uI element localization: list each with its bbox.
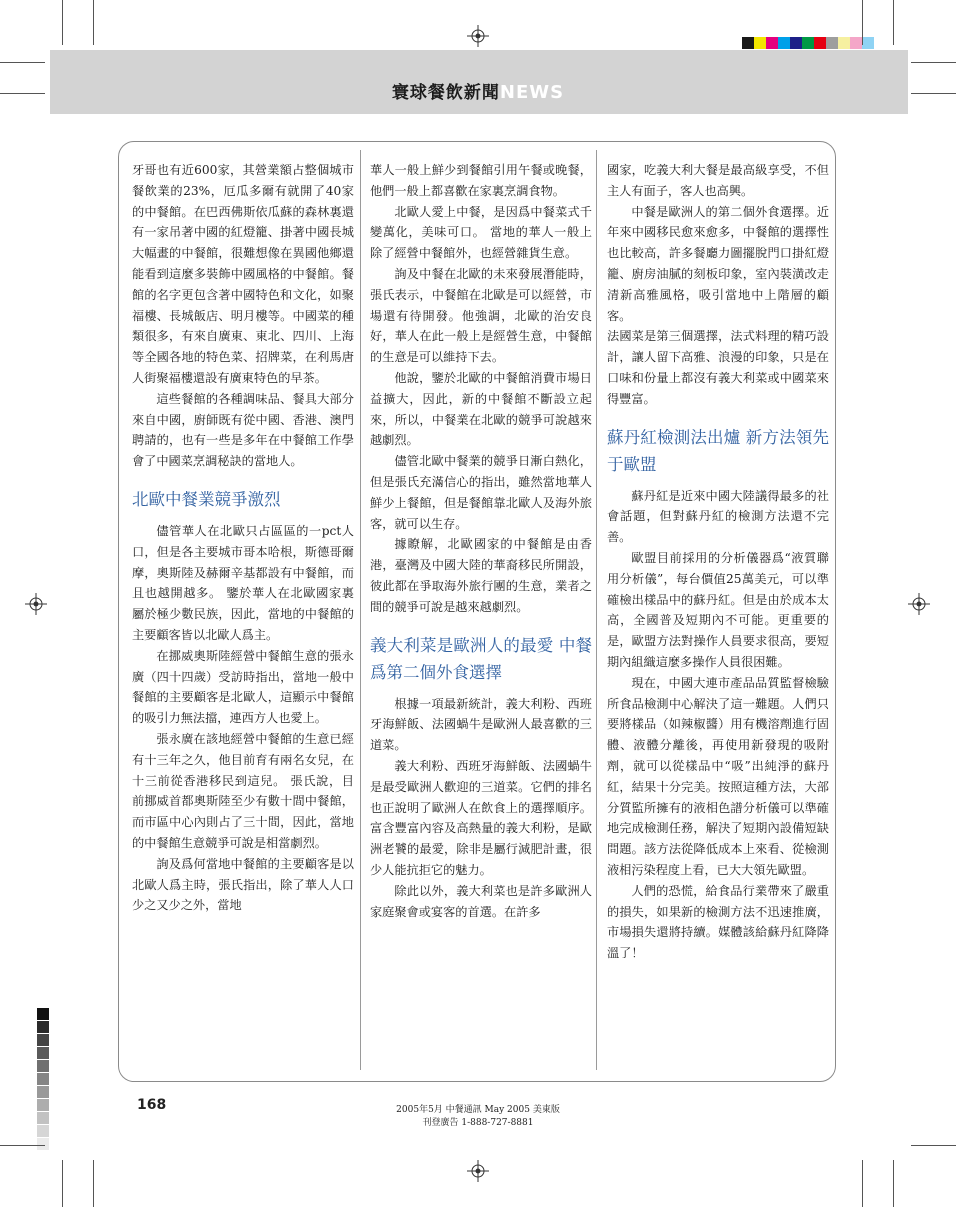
column-3 [607, 160, 829, 964]
color-swatch [814, 37, 826, 49]
header-title-en: NEWS [499, 82, 565, 103]
gray-swatch [37, 1008, 49, 1020]
crop-mark [0, 93, 45, 94]
gray-swatch [37, 1047, 49, 1059]
paragraph: 除此以外，義大利菜也是許多歐洲人家庭聚會或宴客的首選。在許多 [370, 883, 592, 919]
paragraph: 法國菜是第三個選擇，法式料理的精巧設計，讓人留下高雅、浪漫的印象，只是在口味和份量上都沒有義大利菜或中國菜來得豐富。 [607, 329, 829, 406]
paragraph: 據瞭解，北歐國家的中餐館是由香港，臺灣及中國大陸的華裔移民所開設，彼此都在爭取海外旅行團的生意，業者之間的競爭可說是越來越劇烈。 [370, 537, 592, 614]
column-2 [370, 160, 592, 922]
registration-mark-icon [467, 25, 489, 47]
paragraph: 詢及爲何當地中餐館的主要顧客是以北歐人爲主時，張氏指出，除了華人人口少之又少之外，當地 [132, 856, 354, 913]
column-divider [596, 150, 597, 1070]
paragraph: 義大利粉、西班牙海鮮飯、法國蝸牛是最受歐洲人歡迎的三道菜。它們的排名也正說明了歐洲人在飲食上的選擇順序。富含豐富內容及高熱量的義大利粉，是歐洲老饕的最愛，除非是屬行減肥計畫，很少人能抗拒它的魅力。 [370, 758, 592, 877]
paragraph: 歐盟目前採用的分析儀器爲“液質聯用分析儀”，每台價值25萬美元，可以準確檢出樣品中的蘇丹紅。但是由於成本太高，全國普及短期內不可能。更重要的是，歐盟方法對操作人員要求很高，要短期內組織這麼多操作人員很困難。 [607, 550, 829, 669]
crop-mark [862, 0, 863, 45]
gray-swatch [37, 1034, 49, 1046]
color-swatch [802, 37, 814, 49]
color-swatch [778, 37, 790, 49]
gray-swatch [37, 1138, 49, 1150]
crop-mark [911, 93, 956, 94]
paragraph: 詢及中餐在北歐的未來發展潛能時，張氏表示，中餐館在北歐是可以經營，市場還有待開發。他強調，北歐的治安良好，華人在此一般上是經營生意，中餐館的生意是可以維持下去。 [370, 266, 592, 365]
paragraph: 牙哥也有近600家，其營業額占整個城市餐飲業的23%，厄瓜多爾有就開了40家的中餐館。在巴西佛斯依瓜蘇的森林裏還有一家吊著中國的紅燈籠、掛著中國長城大幅畫的中餐館，很難想像在異國他鄉還能看到這麼多裝飾中國風格的中餐館。餐館的名字更包含著中國特色和文化，如聚福樓、長城飯店、明月樓等。中國菜的種類很多，有來自廣東、東北、四川、上海等全國各地的特色菜、招牌菜，在利馬唐人街聚福樓還設有廣東特色的早茶。 [132, 163, 354, 385]
article-heading: 義大利菜是歐洲人的最愛 中餐爲第二個外食選擇 [370, 635, 592, 682]
registration-mark-icon [467, 1160, 489, 1182]
print-color-bar [742, 37, 874, 49]
crop-mark [0, 1145, 45, 1146]
gray-swatch [37, 1073, 49, 1085]
paragraph: 蘇丹紅是近來中國大陸議得最多的社會話題，但對蘇丹紅的檢測方法還不完善。 [607, 488, 829, 545]
color-swatch [826, 37, 838, 49]
paragraph: 張永廣在該地經營中餐館的生意已經有十三年之久，他目前育有兩名女兒，在十三前從香港移民到這兒。 張氏說，目前挪威首都奧斯陸至少有數十間中餐館，而市區中心內則占了三十間，因此，當地的中餐館生意競爭可說是相當劇烈。 [132, 731, 354, 850]
footer [0, 1104, 956, 1130]
column-divider [360, 150, 361, 1070]
paragraph: 人們的恐慌，給食品行業帶來了嚴重的損失，如果新的檢測方法不迅速推廣，市場損失還將持續。媒體該給蘇丹紅降降溫了！ [607, 883, 829, 961]
registration-mark-icon [25, 593, 47, 615]
crop-mark [862, 1160, 863, 1207]
footer-ad-line: 刊登廣告 1-888-727-8881 [422, 1118, 534, 1128]
crop-mark [93, 0, 94, 45]
crop-mark [893, 1160, 894, 1207]
color-swatch [754, 37, 766, 49]
paragraph: 現在，中國大連市產品品質監督檢驗所食品檢測中心解決了這一難題。人們只要將樣品（如辣椒醬）用有機溶劑進行固體、液體分離後，再使用新發現的吸附劑，就可以從樣品中“吸”出純淨的蘇丹紅，結果十分完美。按照這種方法，大部分質監所擁有的液相色譜分析儀可以準確地完成檢測任務，解決了短期內設備短缺問題。該方法從降低成本上來看、從檢測液相污染程度上看，已大大領先歐盟。 [607, 675, 829, 877]
gray-swatch [37, 1021, 49, 1033]
paragraph: 華人一般上鮮少到餐館引用午餐或晚餐，他們一般上都喜歡在家裏烹調食物。 [370, 163, 592, 198]
paragraph: 國家，吃義大利大餐是最高級享受，不但主人有面子，客人也高興。 [607, 163, 829, 198]
crop-mark [911, 1145, 956, 1146]
paragraph: 儘管北歐中餐業的競爭日漸白熱化，但是張氏充滿信心的指出，雖然當地華人鮮少上餐館，但是餐館靠北歐人及海外旅客，就可以生存。 [370, 454, 592, 531]
article-heading: 北歐中餐業競爭激烈 [132, 489, 281, 509]
footer-issue-line: 2005年5月 中餐通訊 May 2005 美東版 [396, 1105, 560, 1115]
paragraph: 這些餐館的各種調味品、餐具大部分來自中國，廚師既有從中國、香港、澳門聘請的，也有一些是多年在中餐館工作學會了中國菜烹調秘訣的當地人。 [132, 391, 354, 469]
column-1 [132, 160, 354, 916]
crop-mark [893, 0, 894, 45]
gray-swatch [37, 1060, 49, 1072]
paragraph: 他說，鑒於北歐的中餐館消費市場日益擴大，因此，新的中餐館不斷設立起來，所以，中餐業在北歐的競爭可說越來越劇烈。 [370, 370, 592, 448]
gray-swatch [37, 1086, 49, 1098]
crop-mark [0, 62, 45, 63]
paragraph: 根據一項最新統計，義大利粉、西班牙海鮮飯、法國蝸牛是歐洲人最喜歡的三道菜。 [370, 696, 592, 753]
crop-mark [911, 62, 956, 63]
paragraph: 北歐人愛上中餐，是因爲中餐菜式千變萬化，美味可口。 當地的華人一般上除了經營中餐館外，也經營雜貨生意。 [370, 204, 592, 261]
color-swatch [850, 37, 862, 49]
article-heading: 蘇丹紅檢測法出爐 新方法領先于歐盟 [607, 427, 829, 474]
header-title-zh: 寰球餐飲新聞 [391, 83, 500, 103]
crop-mark [62, 0, 63, 45]
paragraph: 儘管華人在北歐只占區區的一pct人口，但是各主要城市哥本哈根，斯德哥爾摩，奧斯陸及赫爾辛基都設有中餐館，而且也越開越多。 鑒於華人在北歐國家裏屬於極少數民族，因此，當地的中餐館的主要顧客皆以北歐人爲主。 [132, 523, 354, 642]
registration-mark-icon [908, 593, 930, 615]
color-swatch [766, 37, 778, 49]
crop-mark [62, 1160, 63, 1207]
paragraph: 中餐是歐洲人的第二個外食選擇。近年來中國移民愈來愈多，中餐館的選擇性也比較高，許多餐廳力圖擺脫門口掛紅燈籠、廚房油膩的刻板印象，室內裝潢改走清新高雅風格，吸引當地中上階層的顧客。 [607, 204, 829, 323]
color-swatch [742, 37, 754, 49]
page-number: 168 [137, 1097, 167, 1113]
crop-mark [93, 1160, 94, 1207]
color-swatch [838, 37, 850, 49]
color-swatch [790, 37, 802, 49]
section-header [0, 78, 956, 103]
paragraph: 在挪威奧斯陸經營中餐館生意的張永廣（四十四歲）受訪時指出，當地一般中餐館的主要顧客是北歐人，這顯示中餐館的吸引力無法擋，連西方人也愛上。 [132, 648, 354, 726]
color-swatch [862, 37, 874, 49]
